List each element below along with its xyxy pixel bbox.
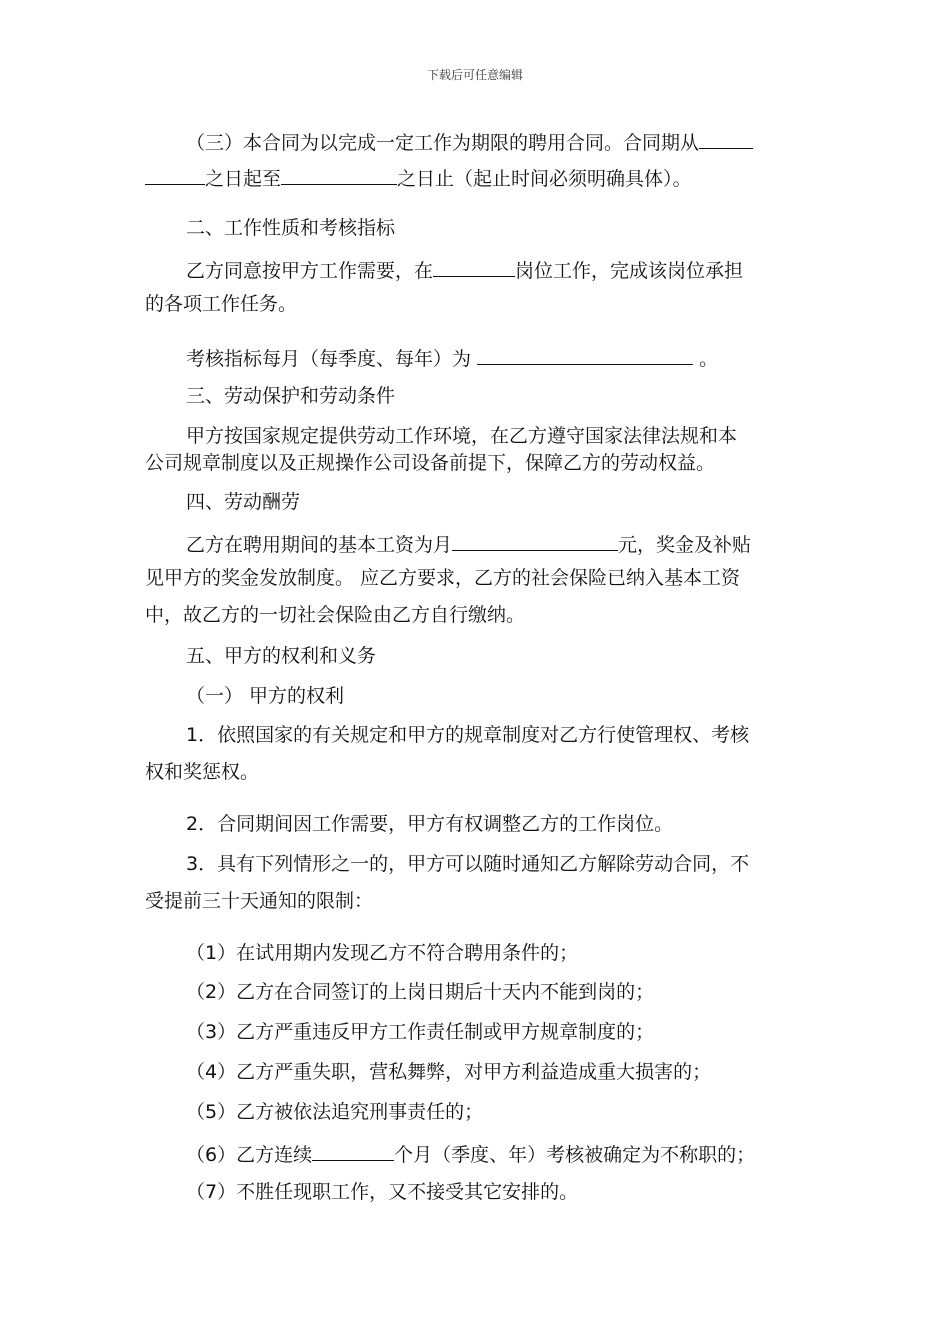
right-item-3-line-1: 3．具有下列情形之一的，甲方可以随时通知乙方解除劳动合同，不 — [186, 853, 750, 875]
contract-term-line-1 — [186, 128, 753, 155]
post-blank — [433, 256, 515, 277]
section-2-para-1-line-1 — [186, 256, 743, 283]
section-2-para-1-text-a: 乙方同意按甲方工作需要，在 — [186, 260, 434, 282]
dismissal-case-1: （1）在试用期内发现乙方不符合聘用条件的； — [186, 942, 579, 964]
start-date-blank-part1 — [699, 128, 753, 149]
section-2-para-1-line-2: 的各项工作任务。 — [145, 293, 298, 315]
dismissal-case-7: （7）不胜任现职工作，又不接受其它安排的。 — [186, 1181, 579, 1203]
section-3-para-line-2: 公司规章制度以及正规操作公司设备前提下，保障乙方的劳动权益。 — [145, 452, 716, 474]
contract-term-text-b: 之日起至 — [205, 168, 282, 190]
section-5-heading: 五、甲方的权利和义务 — [186, 645, 377, 667]
right-item-2: 2．合同期间因工作需要，甲方有权调整乙方的工作岗位。 — [186, 813, 674, 835]
contract-term-text-c: 之日止（起止时间必须明确具体）。 — [397, 168, 692, 190]
page-header: 下载后可任意编辑 — [426, 68, 523, 82]
right-item-1-line-2: 权和奖惩权。 — [145, 761, 260, 783]
dismissal-case-6 — [186, 1140, 755, 1167]
base-salary-blank — [452, 530, 618, 551]
section-2-heading: 二、工作性质和考核指标 — [186, 217, 396, 239]
right-item-1-line-1: 1．依照国家的有关规定和甲方的规章制度对乙方行使管理权、考核 — [186, 724, 750, 746]
section-2-para-1-text-b: 岗位工作，完成该岗位承担 — [515, 260, 744, 282]
dismissal-case-6-text-a: （6）乙方连续 — [186, 1144, 313, 1166]
section-4-para-line-1 — [186, 530, 751, 557]
assessment-index-blank — [477, 344, 693, 365]
dismissal-case-2: （2）乙方在合同签订的上岗日期后十天内不能到岗的； — [186, 981, 655, 1003]
end-date-blank — [281, 164, 397, 185]
dismissal-case-3: （3）乙方严重违反甲方工作责任制或甲方规章制度的； — [186, 1021, 655, 1043]
contract-term-line-2 — [145, 164, 692, 191]
section-4-para-text-a: 乙方在聘用期间的基本工资为月 — [186, 534, 453, 556]
dismissal-case-6-text-b: 个月（季度、年）考核被确定为不称职的； — [394, 1144, 756, 1166]
start-date-blank-part2 — [145, 164, 205, 185]
consecutive-periods-blank — [312, 1140, 394, 1161]
right-item-3-line-2: 受提前三十天通知的限制： — [145, 890, 374, 912]
section-4-para-line-3: 中，故乙方的一切社会保险由乙方自行缴纳。 — [145, 604, 526, 626]
contract-term-text: （三）本合同为以完成一定工作为期限的聘用合同。合同期从 — [186, 132, 700, 154]
section-3-heading: 三、劳动保护和劳动条件 — [186, 385, 396, 407]
section-5-sub-heading: （一） 甲方的权利 — [186, 685, 345, 707]
dismissal-case-4: （4）乙方严重失职，营私舞弊，对甲方利益造成重大损害的； — [186, 1061, 712, 1083]
section-2-para-2-text-a: 考核指标每月（每季度、每年）为 — [186, 348, 472, 370]
section-4-para-line-2: 见甲方的奖金发放制度。 应乙方要求，乙方的社会保险已纳入基本工资 — [145, 567, 741, 589]
section-3-para-line-1: 甲方按国家规定提供劳动工作环境，在乙方遵守国家法律法规和本 — [186, 425, 738, 447]
section-2-para-2 — [186, 344, 718, 371]
section-2-para-2-text-b: 。 — [699, 348, 719, 370]
section-4-heading: 四、劳动酬劳 — [186, 491, 301, 513]
dismissal-case-5: （5）乙方被依法追究刑事责任的； — [186, 1101, 484, 1123]
section-4-para-text-b: 元，奖金及补贴 — [618, 534, 752, 556]
